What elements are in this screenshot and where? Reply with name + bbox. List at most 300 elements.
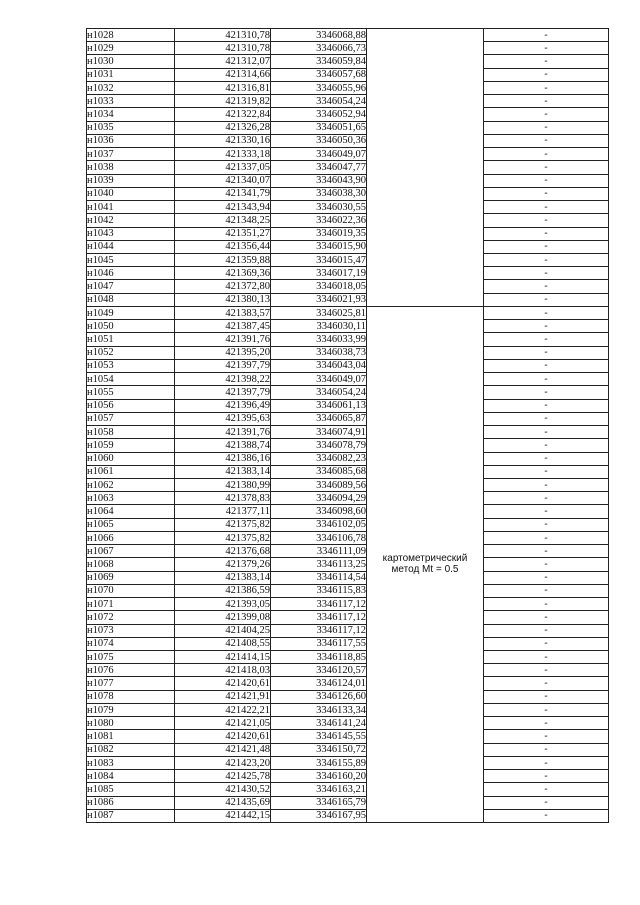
y-coordinate-cell: 3346030,11 [271, 320, 367, 333]
x-coordinate-cell: 421423,20 [175, 756, 271, 769]
point-id-cell: н1073 [87, 624, 175, 637]
table-row [87, 29, 609, 42]
point-id-cell: н1053 [87, 359, 175, 372]
y-coordinate-cell: 3346106,78 [271, 531, 367, 544]
x-coordinate-cell: 421420,61 [175, 730, 271, 743]
note-cell: - [484, 253, 609, 266]
y-coordinate-cell: 3346114,54 [271, 571, 367, 584]
table-row [87, 386, 609, 399]
x-coordinate-cell: 421397,79 [175, 386, 271, 399]
y-coordinate-cell: 3346051,65 [271, 121, 367, 134]
y-coordinate-cell: 3346052,94 [271, 108, 367, 121]
note-cell: - [484, 320, 609, 333]
table-row [87, 492, 609, 505]
table-row [87, 717, 609, 730]
table-row [87, 108, 609, 121]
note-cell: - [484, 174, 609, 187]
note-cell: - [484, 518, 609, 531]
table-row [87, 651, 609, 664]
point-id-cell: н1072 [87, 611, 175, 624]
x-coordinate-cell: 421312,07 [175, 55, 271, 68]
point-id-cell: н1069 [87, 571, 175, 584]
point-id-cell: н1041 [87, 201, 175, 214]
note-cell: - [484, 743, 609, 756]
y-coordinate-cell: 3346111,09 [271, 545, 367, 558]
point-id-cell: н1062 [87, 478, 175, 491]
y-coordinate-cell: 3346155,89 [271, 756, 367, 769]
note-cell: - [484, 81, 609, 94]
table-row [87, 584, 609, 597]
y-coordinate-cell: 3346050,36 [271, 134, 367, 147]
note-cell: - [484, 730, 609, 743]
x-coordinate-cell: 421330,16 [175, 134, 271, 147]
x-coordinate-cell: 421388,74 [175, 439, 271, 452]
y-coordinate-cell: 3346022,36 [271, 214, 367, 227]
point-id-cell: н1077 [87, 677, 175, 690]
table-row [87, 783, 609, 796]
coordinates-table [86, 28, 609, 823]
note-cell: - [484, 571, 609, 584]
y-coordinate-cell: 3346102,05 [271, 518, 367, 531]
x-coordinate-cell: 421380,99 [175, 478, 271, 491]
y-coordinate-cell: 3346141,24 [271, 717, 367, 730]
method-text-line1: картометрический [382, 553, 468, 565]
point-id-cell: н1044 [87, 240, 175, 253]
point-id-cell: н1080 [87, 717, 175, 730]
x-coordinate-cell: 421383,14 [175, 571, 271, 584]
note-cell: - [484, 651, 609, 664]
point-id-cell: н1035 [87, 121, 175, 134]
x-coordinate-cell: 421310,78 [175, 29, 271, 42]
y-coordinate-cell: 3346061,13 [271, 399, 367, 412]
table-row [87, 174, 609, 187]
point-id-cell: н1087 [87, 809, 175, 822]
y-coordinate-cell: 3346059,84 [271, 55, 367, 68]
note-cell: - [484, 796, 609, 809]
note-cell: - [484, 809, 609, 822]
table-row [87, 664, 609, 677]
note-cell: - [484, 598, 609, 611]
y-coordinate-cell: 3346089,56 [271, 478, 367, 491]
x-coordinate-cell: 421391,76 [175, 426, 271, 439]
point-id-cell: н1067 [87, 545, 175, 558]
x-coordinate-cell: 421348,25 [175, 214, 271, 227]
point-id-cell: н1048 [87, 293, 175, 306]
x-coordinate-cell: 421326,28 [175, 121, 271, 134]
x-coordinate-cell: 421356,44 [175, 240, 271, 253]
x-coordinate-cell: 421386,16 [175, 452, 271, 465]
note-cell: - [484, 439, 609, 452]
table-row [87, 42, 609, 55]
table-row [87, 478, 609, 491]
x-coordinate-cell: 421383,14 [175, 465, 271, 478]
note-cell: - [484, 426, 609, 439]
point-id-cell: н1031 [87, 68, 175, 81]
x-coordinate-cell: 421408,55 [175, 637, 271, 650]
y-coordinate-cell: 3346094,29 [271, 492, 367, 505]
table-row [87, 280, 609, 293]
x-coordinate-cell: 421442,15 [175, 809, 271, 822]
y-coordinate-cell: 3346025,81 [271, 306, 367, 319]
note-cell: - [484, 611, 609, 624]
point-id-cell: н1052 [87, 346, 175, 359]
point-id-cell: н1058 [87, 426, 175, 439]
x-coordinate-cell: 421375,82 [175, 531, 271, 544]
table-row [87, 148, 609, 161]
y-coordinate-cell: 3346117,12 [271, 598, 367, 611]
y-coordinate-cell: 3346124,01 [271, 677, 367, 690]
point-id-cell: н1036 [87, 134, 175, 147]
y-coordinate-cell: 3346019,35 [271, 227, 367, 240]
point-id-cell: н1085 [87, 783, 175, 796]
point-id-cell: н1081 [87, 730, 175, 743]
table-row [87, 743, 609, 756]
table-row [87, 558, 609, 571]
point-id-cell: н1059 [87, 439, 175, 452]
x-coordinate-cell: 421430,52 [175, 783, 271, 796]
table-row [87, 95, 609, 108]
y-coordinate-cell: 3346117,12 [271, 611, 367, 624]
point-id-cell: н1070 [87, 584, 175, 597]
point-id-cell: н1060 [87, 452, 175, 465]
y-coordinate-cell: 3346167,95 [271, 809, 367, 822]
table-row [87, 677, 609, 690]
table-row [87, 320, 609, 333]
note-cell: - [484, 677, 609, 690]
point-id-cell: н1065 [87, 518, 175, 531]
x-coordinate-cell: 421422,21 [175, 703, 271, 716]
point-id-cell: н1040 [87, 187, 175, 200]
note-cell: - [484, 293, 609, 306]
note-cell: - [484, 637, 609, 650]
point-id-cell: н1074 [87, 637, 175, 650]
table-row [87, 412, 609, 425]
point-id-cell: н1045 [87, 253, 175, 266]
point-id-cell: н1057 [87, 412, 175, 425]
table-row [87, 465, 609, 478]
y-coordinate-cell: 3346066,73 [271, 42, 367, 55]
table-row [87, 703, 609, 716]
table-row [87, 134, 609, 147]
table-row [87, 571, 609, 584]
table-row [87, 346, 609, 359]
table-row [87, 598, 609, 611]
table-row [87, 293, 609, 306]
y-coordinate-cell: 3346017,19 [271, 267, 367, 280]
x-coordinate-cell: 421398,22 [175, 373, 271, 386]
note-cell: - [484, 465, 609, 478]
table-row [87, 545, 609, 558]
note-cell: - [484, 770, 609, 783]
note-cell: - [484, 187, 609, 200]
y-coordinate-cell: 3346015,90 [271, 240, 367, 253]
note-cell: - [484, 412, 609, 425]
y-coordinate-cell: 3346043,90 [271, 174, 367, 187]
x-coordinate-cell: 421404,25 [175, 624, 271, 637]
x-coordinate-cell: 421351,27 [175, 227, 271, 240]
table-row [87, 306, 609, 319]
table-row [87, 505, 609, 518]
note-cell: - [484, 55, 609, 68]
x-coordinate-cell: 421393,05 [175, 598, 271, 611]
note-cell: - [484, 531, 609, 544]
note-cell: - [484, 240, 609, 253]
y-coordinate-cell: 3346145,55 [271, 730, 367, 743]
x-coordinate-cell: 421376,68 [175, 545, 271, 558]
method-text-line2: метод Mt = 0.5 [391, 564, 459, 576]
note-cell: - [484, 227, 609, 240]
y-coordinate-cell: 3346047,77 [271, 161, 367, 174]
note-cell: - [484, 373, 609, 386]
x-coordinate-cell: 421391,76 [175, 333, 271, 346]
y-coordinate-cell: 3346078,79 [271, 439, 367, 452]
y-coordinate-cell: 3346117,12 [271, 624, 367, 637]
x-coordinate-cell: 421380,13 [175, 293, 271, 306]
x-coordinate-cell: 421322,84 [175, 108, 271, 121]
table-row [87, 756, 609, 769]
y-coordinate-cell: 3346015,47 [271, 253, 367, 266]
y-coordinate-cell: 3346038,73 [271, 346, 367, 359]
y-coordinate-cell: 3346118,85 [271, 651, 367, 664]
note-cell: - [484, 492, 609, 505]
point-id-cell: н1049 [87, 306, 175, 319]
table-row [87, 227, 609, 240]
y-coordinate-cell: 3346115,83 [271, 584, 367, 597]
x-coordinate-cell: 421379,26 [175, 558, 271, 571]
table-row [87, 359, 609, 372]
y-coordinate-cell: 3346049,07 [271, 148, 367, 161]
x-coordinate-cell: 421333,18 [175, 148, 271, 161]
point-id-cell: н1068 [87, 558, 175, 571]
y-coordinate-cell: 3346082,23 [271, 452, 367, 465]
coordinates-table-body [87, 29, 609, 823]
table-row [87, 399, 609, 412]
table-row [87, 624, 609, 637]
x-coordinate-cell: 421421,91 [175, 690, 271, 703]
table-row [87, 426, 609, 439]
y-coordinate-cell: 3346120,57 [271, 664, 367, 677]
x-coordinate-cell: 421341,79 [175, 187, 271, 200]
y-coordinate-cell: 3346057,68 [271, 68, 367, 81]
note-cell: - [484, 452, 609, 465]
y-coordinate-cell: 3346068,88 [271, 29, 367, 42]
note-cell: - [484, 42, 609, 55]
x-coordinate-cell: 421343,94 [175, 201, 271, 214]
point-id-cell: н1050 [87, 320, 175, 333]
point-id-cell: н1054 [87, 373, 175, 386]
point-id-cell: н1030 [87, 55, 175, 68]
note-cell: - [484, 121, 609, 134]
point-id-cell: н1083 [87, 756, 175, 769]
table-row [87, 333, 609, 346]
point-id-cell: н1034 [87, 108, 175, 121]
point-id-cell: н1056 [87, 399, 175, 412]
note-cell: - [484, 478, 609, 491]
table-row [87, 373, 609, 386]
table-row [87, 690, 609, 703]
y-coordinate-cell: 3346113,25 [271, 558, 367, 571]
y-coordinate-cell: 3346065,87 [271, 412, 367, 425]
table-row [87, 809, 609, 822]
table-row [87, 611, 609, 624]
note-cell: - [484, 717, 609, 730]
x-coordinate-cell: 421397,79 [175, 359, 271, 372]
point-id-cell: н1066 [87, 531, 175, 544]
x-coordinate-cell: 421395,63 [175, 412, 271, 425]
note-cell: - [484, 346, 609, 359]
note-cell: - [484, 134, 609, 147]
table-row [87, 452, 609, 465]
point-id-cell: н1079 [87, 703, 175, 716]
x-coordinate-cell: 421316,81 [175, 81, 271, 94]
point-id-cell: н1086 [87, 796, 175, 809]
note-cell: - [484, 386, 609, 399]
point-id-cell: н1042 [87, 214, 175, 227]
x-coordinate-cell: 421395,20 [175, 346, 271, 359]
table-row [87, 796, 609, 809]
table-row [87, 240, 609, 253]
y-coordinate-cell: 3346054,24 [271, 95, 367, 108]
x-coordinate-cell: 421375,82 [175, 518, 271, 531]
note-cell: - [484, 664, 609, 677]
note-cell: - [484, 306, 609, 319]
y-coordinate-cell: 3346117,55 [271, 637, 367, 650]
x-coordinate-cell: 421414,15 [175, 651, 271, 664]
y-coordinate-cell: 3346033,99 [271, 333, 367, 346]
x-coordinate-cell: 421421,05 [175, 717, 271, 730]
x-coordinate-cell: 421340,07 [175, 174, 271, 187]
point-id-cell: н1051 [87, 333, 175, 346]
table-row [87, 439, 609, 452]
note-cell: - [484, 624, 609, 637]
note-cell: - [484, 280, 609, 293]
note-cell: - [484, 214, 609, 227]
y-coordinate-cell: 3346126,60 [271, 690, 367, 703]
y-coordinate-cell: 3346160,20 [271, 770, 367, 783]
note-cell: - [484, 267, 609, 280]
note-cell: - [484, 690, 609, 703]
table-row [87, 253, 609, 266]
x-coordinate-cell: 421319,82 [175, 95, 271, 108]
point-id-cell: н1039 [87, 174, 175, 187]
point-id-cell: н1037 [87, 148, 175, 161]
y-coordinate-cell: 3346150,72 [271, 743, 367, 756]
y-coordinate-cell: 3346165,79 [271, 796, 367, 809]
point-id-cell: н1043 [87, 227, 175, 240]
point-id-cell: н1032 [87, 81, 175, 94]
table-row [87, 531, 609, 544]
y-coordinate-cell: 3346074,91 [271, 426, 367, 439]
x-coordinate-cell: 421314,66 [175, 68, 271, 81]
point-id-cell: н1082 [87, 743, 175, 756]
note-cell: - [484, 783, 609, 796]
x-coordinate-cell: 421337,05 [175, 161, 271, 174]
x-coordinate-cell: 421396,49 [175, 399, 271, 412]
point-id-cell: н1084 [87, 770, 175, 783]
method-cell [367, 29, 484, 307]
point-id-cell: н1055 [87, 386, 175, 399]
y-coordinate-cell: 3346018,05 [271, 280, 367, 293]
x-coordinate-cell: 421399,08 [175, 611, 271, 624]
point-id-cell: н1076 [87, 664, 175, 677]
y-coordinate-cell: 3346049,07 [271, 373, 367, 386]
note-cell: - [484, 558, 609, 571]
x-coordinate-cell: 421383,57 [175, 306, 271, 319]
table-row [87, 637, 609, 650]
point-id-cell: н1033 [87, 95, 175, 108]
point-id-cell: н1071 [87, 598, 175, 611]
note-cell: - [484, 584, 609, 597]
point-id-cell: н1047 [87, 280, 175, 293]
note-cell: - [484, 29, 609, 42]
point-id-cell: н1061 [87, 465, 175, 478]
point-id-cell: н1029 [87, 42, 175, 55]
x-coordinate-cell: 421425,78 [175, 770, 271, 783]
table-row [87, 161, 609, 174]
y-coordinate-cell: 3346085,68 [271, 465, 367, 478]
x-coordinate-cell: 421435,69 [175, 796, 271, 809]
note-cell: - [484, 399, 609, 412]
table-row [87, 121, 609, 134]
x-coordinate-cell: 421387,45 [175, 320, 271, 333]
x-coordinate-cell: 421310,78 [175, 42, 271, 55]
table-row [87, 68, 609, 81]
point-id-cell: н1064 [87, 505, 175, 518]
x-coordinate-cell: 421420,61 [175, 677, 271, 690]
note-cell: - [484, 68, 609, 81]
note-cell: - [484, 161, 609, 174]
point-id-cell: н1046 [87, 267, 175, 280]
y-coordinate-cell: 3346055,96 [271, 81, 367, 94]
method-cell [367, 306, 484, 822]
y-coordinate-cell: 3346133,34 [271, 703, 367, 716]
table-row [87, 214, 609, 227]
point-id-cell: н1038 [87, 161, 175, 174]
x-coordinate-cell: 421372,80 [175, 280, 271, 293]
table-row [87, 81, 609, 94]
table-row [87, 55, 609, 68]
table-row [87, 518, 609, 531]
point-id-cell: н1063 [87, 492, 175, 505]
y-coordinate-cell: 3346038,30 [271, 187, 367, 200]
y-coordinate-cell: 3346054,24 [271, 386, 367, 399]
table-row [87, 187, 609, 200]
point-id-cell: н1078 [87, 690, 175, 703]
x-coordinate-cell: 421421,48 [175, 743, 271, 756]
note-cell: - [484, 108, 609, 121]
y-coordinate-cell: 3346043,04 [271, 359, 367, 372]
note-cell: - [484, 756, 609, 769]
point-id-cell: н1075 [87, 651, 175, 664]
note-cell: - [484, 505, 609, 518]
table-row [87, 201, 609, 214]
note-cell: - [484, 201, 609, 214]
table-row [87, 730, 609, 743]
x-coordinate-cell: 421418,03 [175, 664, 271, 677]
x-coordinate-cell: 421359,88 [175, 253, 271, 266]
y-coordinate-cell: 3346163,21 [271, 783, 367, 796]
x-coordinate-cell: 421369,36 [175, 267, 271, 280]
x-coordinate-cell: 421386,59 [175, 584, 271, 597]
y-coordinate-cell: 3346030,55 [271, 201, 367, 214]
note-cell: - [484, 333, 609, 346]
y-coordinate-cell: 3346098,60 [271, 505, 367, 518]
x-coordinate-cell: 421377,11 [175, 505, 271, 518]
note-cell: - [484, 703, 609, 716]
table-row [87, 770, 609, 783]
note-cell: - [484, 95, 609, 108]
x-coordinate-cell: 421378,83 [175, 492, 271, 505]
